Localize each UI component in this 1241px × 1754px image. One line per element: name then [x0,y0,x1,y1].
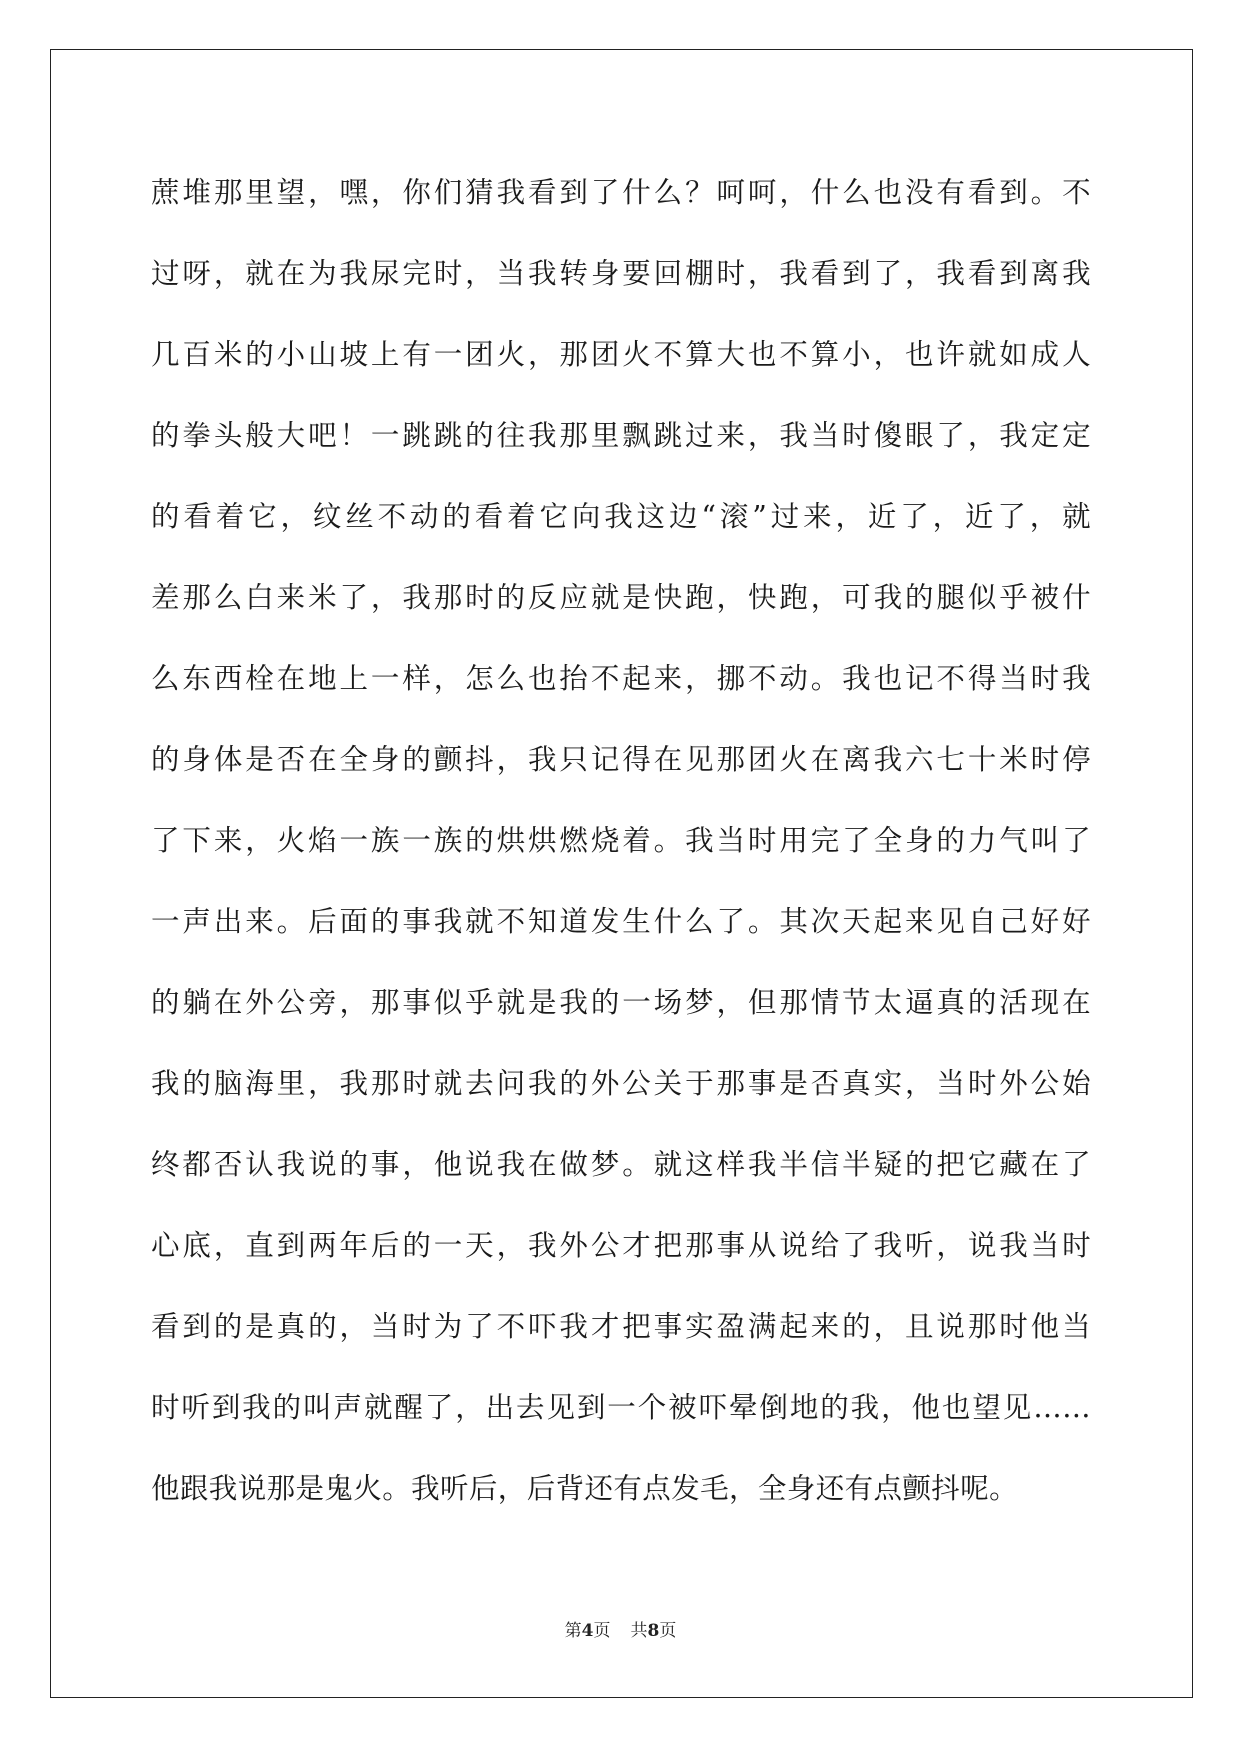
text-line: 的躺在外公旁，那事似乎就是我的一场梦，但那情节太逼真的活现在 [151,986,1091,1019]
text-line: 差那么白来米了，我那时的反应就是快跑，快跑，可我的腿似乎被什 [151,581,1091,614]
text-line: 几百米的小山坡上有一团火，那团火不算大也不算小，也许就如成人 [151,338,1091,371]
document-body [151,165,1091,1542]
text-line: 过呀，就在为我尿完时，当我转身要回棚时，我看到了，我看到离我 [151,257,1091,290]
page-number: 第4页 [564,1621,611,1641]
page-total: 共8页 [630,1621,677,1641]
text-line: 么东西栓在地上一样，怎么也抬不起来，挪不动。我也记不得当时我 [151,662,1091,695]
page-footer [0,1616,1241,1641]
text-line: 终都否认我说的事，他说我在做梦。就这样我半信半疑的把它藏在了 [151,1148,1091,1181]
text-line: 我的脑海里，我那时就去问我的外公关于那事是否真实，当时外公始 [151,1067,1091,1100]
text-line: 时听到我的叫声就醒了，出去见到一个被吓晕倒地的我，他也望见…… [151,1391,1091,1424]
text-line: 心底，直到两年后的一天，我外公才把那事从说给了我听，说我当时 [151,1229,1091,1262]
text-line: 他跟我说那是鬼火。我听后，后背还有点发毛，全身还有点颤抖呢。 [151,1472,1019,1505]
text-line: 蔗堆那里望，嘿，你们猜我看到了什么？呵呵，什么也没有看到。不 [151,176,1091,209]
text-line: 的拳头般大吧！一跳跳的往我那里飘跳过来，我当时傻眼了，我定定 [151,419,1091,452]
text-line: 的身体是否在全身的颤抖，我只记得在见那团火在离我六七十米时停 [151,743,1091,776]
text-line: 一声出来。后面的事我就不知道发生什么了。其次天起来见自己好好 [151,905,1091,938]
text-line: 了下来，火焰一族一族的烘烘燃烧着。我当时用完了全身的力气叫了 [151,824,1091,857]
text-line: 的看着它，纹丝不动的看着它向我这边“滚”过来，近了，近了，就 [151,500,1091,533]
text-line: 看到的是真的，当时为了不吓我才把事实盈满起来的，且说那时他当 [151,1310,1091,1343]
